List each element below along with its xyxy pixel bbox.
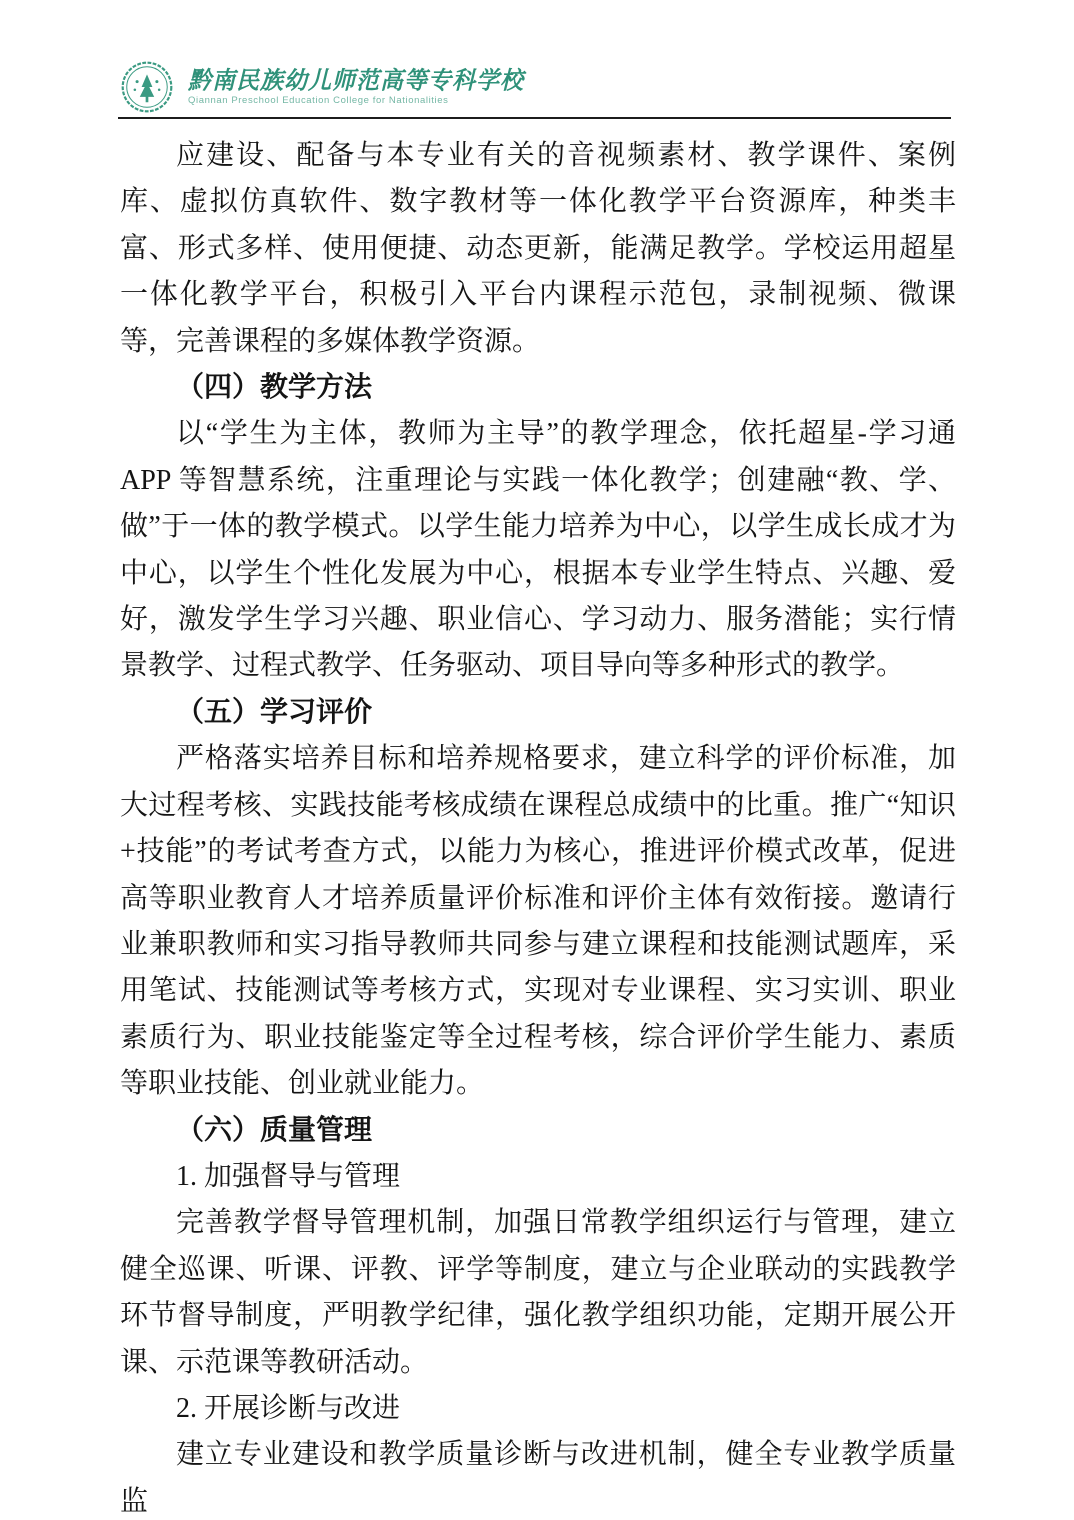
subheading-1-supervision-management: 1. 加强督导与管理 bbox=[176, 1160, 401, 1192]
paragraph-learning-evaluation: 严格落实培养目标和培养规格要求，建立科学的评价标准，加大过程考核、实践技能考核成绩在课程总成绩中的比重。推广“知识+技能”的考试考查方式，以能力为核心，推进评价模式改革，促进高等职业教育人才培养质量评价标准和评价主体有效衔接。邀请行业兼职教师和实习指导教师共同参与建立课程和技能测试题库，采用笔试、技能测试等考核方式，实现对专业课程、实习实训、职业素质行为、职业技能鉴定等全过程考核，综合评价学生能力、素质等职业技能、创业就业能力。 bbox=[120, 743, 956, 1100]
page-header bbox=[120, 60, 956, 114]
heading-section-6-quality-management: （六）质量管理 bbox=[176, 1114, 373, 1146]
heading-section-4-teaching-methods: （四）教学方法 bbox=[176, 372, 373, 404]
paragraph-teaching-resources: 应建设、配备与本专业有关的音视频素材、教学课件、案例库、虚拟仿真软件、数字教材等一体化教学平台资源库，种类丰富、形式多样、使用便捷、动态更新，能满足教学。学校运用超星一体化教学平台，积极引入平台内课程示范包，录制视频、微课等，完善课程的多媒体教学资源。 bbox=[120, 140, 956, 357]
school-name-english: Qiannan Preschool Education College for Nationalities bbox=[188, 94, 449, 106]
paragraph-supervision-management: 完善教学督导管理机制，加强日常教学组织运行与管理，建立健全巡课、听课、评教、评学等制度，建立与企业联动的实践教学环节督导制度，严明教学纪律，强化教学组织功能，定期开展公开课、示范课等教研活动。 bbox=[120, 1207, 956, 1378]
heading-section-5-learning-evaluation: （五）学习评价 bbox=[176, 696, 373, 728]
paragraph-diagnosis-improvement: 建立专业建设和教学质量诊断与改进机制，健全专业教学质量监 bbox=[120, 1439, 956, 1517]
paragraph-teaching-methods: 以“学生为主体，教师为主导”的教学理念，依托超星-学习通 APP 等智慧系统，注重理论与实践一体化教学；创建融“教、学、做”于一体的教学模式。以学生能力培养为中心，以学生成长成才为中心，以学生个性化发展为中心，根据本专业学生特点、兴趣、爱好，激发学生学习兴趣、职业信心、学习动力、服务潜能；实行情景教学、过程式教学、任务驱动、项目导向等多种形式的教学。 bbox=[120, 418, 956, 682]
subheading-2-diagnosis-improvement: 2. 开展诊断与改进 bbox=[176, 1392, 401, 1424]
school-title-block bbox=[188, 68, 524, 107]
school-name-chinese: 黔南民族幼儿师范高等专科学校 bbox=[188, 66, 524, 94]
header-divider-line bbox=[118, 117, 951, 119]
school-seal-icon bbox=[120, 60, 174, 114]
document-body bbox=[120, 133, 956, 1520]
